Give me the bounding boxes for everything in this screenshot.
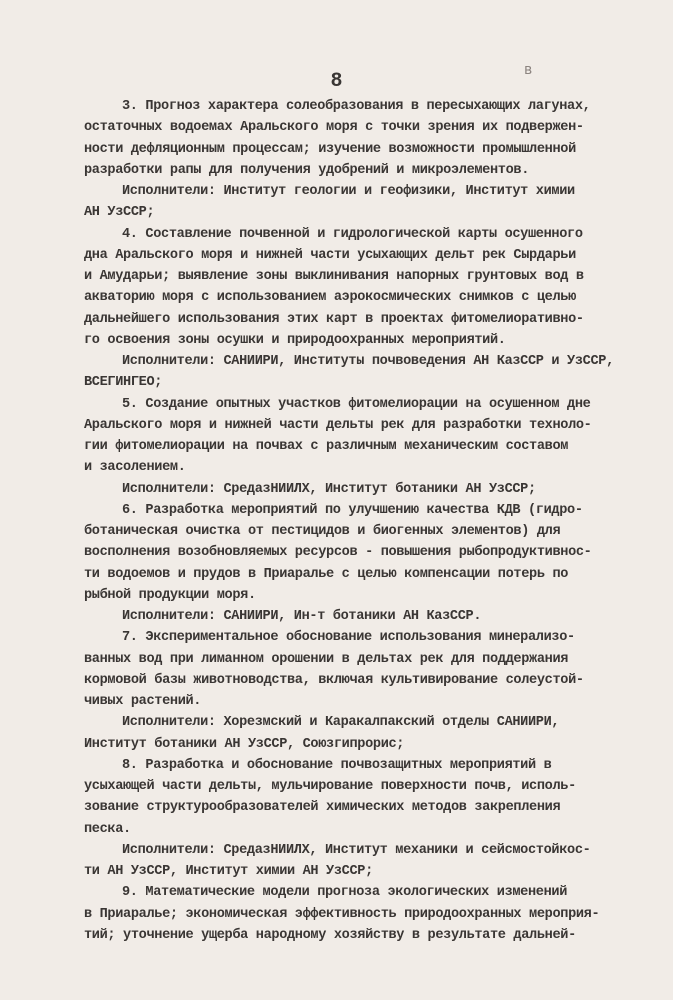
text-line: го освоения зоны осушки и природоохранных мероприятий. <box>84 332 506 348</box>
text-line: ти АН УзССР, Институт химии АН УзССР; <box>84 864 373 879</box>
margin-mark: в <box>524 62 533 78</box>
text-line: чивых растений. <box>84 694 202 709</box>
text-line: кормовой базы животноводства, включая культивирование солеустой- <box>84 672 584 688</box>
text-line: восполнения возобновляемых ресурсов - повышения рыбопродуктивнос- <box>84 545 592 561</box>
text-line: 9. Математические модели прогноза экологических изменений <box>122 885 568 901</box>
text-line: остаточных водоемах Аральского моря с точки зрения их подвержен- <box>84 120 584 136</box>
text-line: рыбной продукции моря. <box>84 587 256 603</box>
text-line: ВСЕГИНГЕО; <box>84 375 163 391</box>
text-line: Исполнители: САНИИРИ, Институты почвоведения АН КазССР и УзССР, <box>122 354 614 369</box>
text-line: дна Аральского моря и нижней части усыхающих дельт рек Сырдарьи <box>84 247 576 263</box>
text-line: гии фитомелиорации на почвах с различным механическим составом <box>84 439 569 454</box>
body-text <box>84 96 644 946</box>
text-line: 8. Разработка и обоснование почвозащитных мероприятий в <box>122 757 552 773</box>
text-line: 6. Разработка мероприятий по улучшению качества КДВ (гидро- <box>122 502 583 518</box>
text-line: зование структурообразователей химических методов закрепления <box>84 800 561 816</box>
text-line: разработки рапы для получения удобрений и микроэлементов. <box>84 162 530 178</box>
text-line: Аральского моря и нижней части дельты рек для разработки техноло- <box>84 417 592 433</box>
text-line: АН УзССР; <box>84 205 155 221</box>
text-line: Исполнители: Институт геологии и геофизики, Институт химии <box>122 184 575 199</box>
text-line: Исполнители: СредазНИИЛХ, Институт ботаники АН УзССР; <box>122 481 536 497</box>
text-line: и Амударьи; выявление зоны выклинивания напорных грунтовых вод в <box>84 269 584 284</box>
text-line: песка. <box>84 821 131 837</box>
text-line: в Приаралье; экономическая эффективность природоохранных мероприя- <box>84 906 600 922</box>
text-line: акваторию моря с использованием аэрокосмических снимков с целью <box>84 290 576 306</box>
page-number: 8 <box>330 70 343 93</box>
text-line: ботаническая очистка от пестицидов и биогенных элементов) для <box>84 524 561 539</box>
text-line: и засолением. <box>84 460 186 476</box>
text-line: ванных вод при лиманном орошении в дельтах рек для поддержания <box>84 651 569 667</box>
text-line: дальнейшего использования этих карт в проектах фитомелиоративно- <box>84 311 584 327</box>
text-line: 3. Прогноз характера солеобразования в пересыхающих лагунах, <box>122 99 591 114</box>
text-line: Исполнители: Хорезмский и Каракалпакский отделы САНИИРИ, <box>122 715 560 731</box>
text-line: Институт ботаники АН УзССР, Союзгипрорис; <box>84 736 405 752</box>
text-line: Исполнители: СредазНИИЛХ, Институт механики и сейсмостойкос- <box>122 842 591 858</box>
text-line: тий; уточнение ущерба народному хозяйству в результате дальней- <box>84 927 576 943</box>
text-line: 7. Экспериментальное обоснование использования минерализо- <box>122 630 575 646</box>
text-line: ности дефляционным процессам; изучение возможности промышленной <box>84 141 576 157</box>
text-line: 5. Создание опытных участков фитомелиорации на осушенном дне <box>122 396 591 412</box>
text-line: Исполнители: САНИИРИ, Ин-т ботаники АН КазССР. <box>122 609 482 624</box>
text-line: ти водоемов и прудов в Приаралье с целью компенсации потерь по <box>84 566 569 582</box>
text-line: 4. Составление почвенной и гидрологической карты осушенного <box>122 226 583 242</box>
text-line: усыхающей части дельты, мульчирование поверхности почв, исполь- <box>84 779 576 794</box>
